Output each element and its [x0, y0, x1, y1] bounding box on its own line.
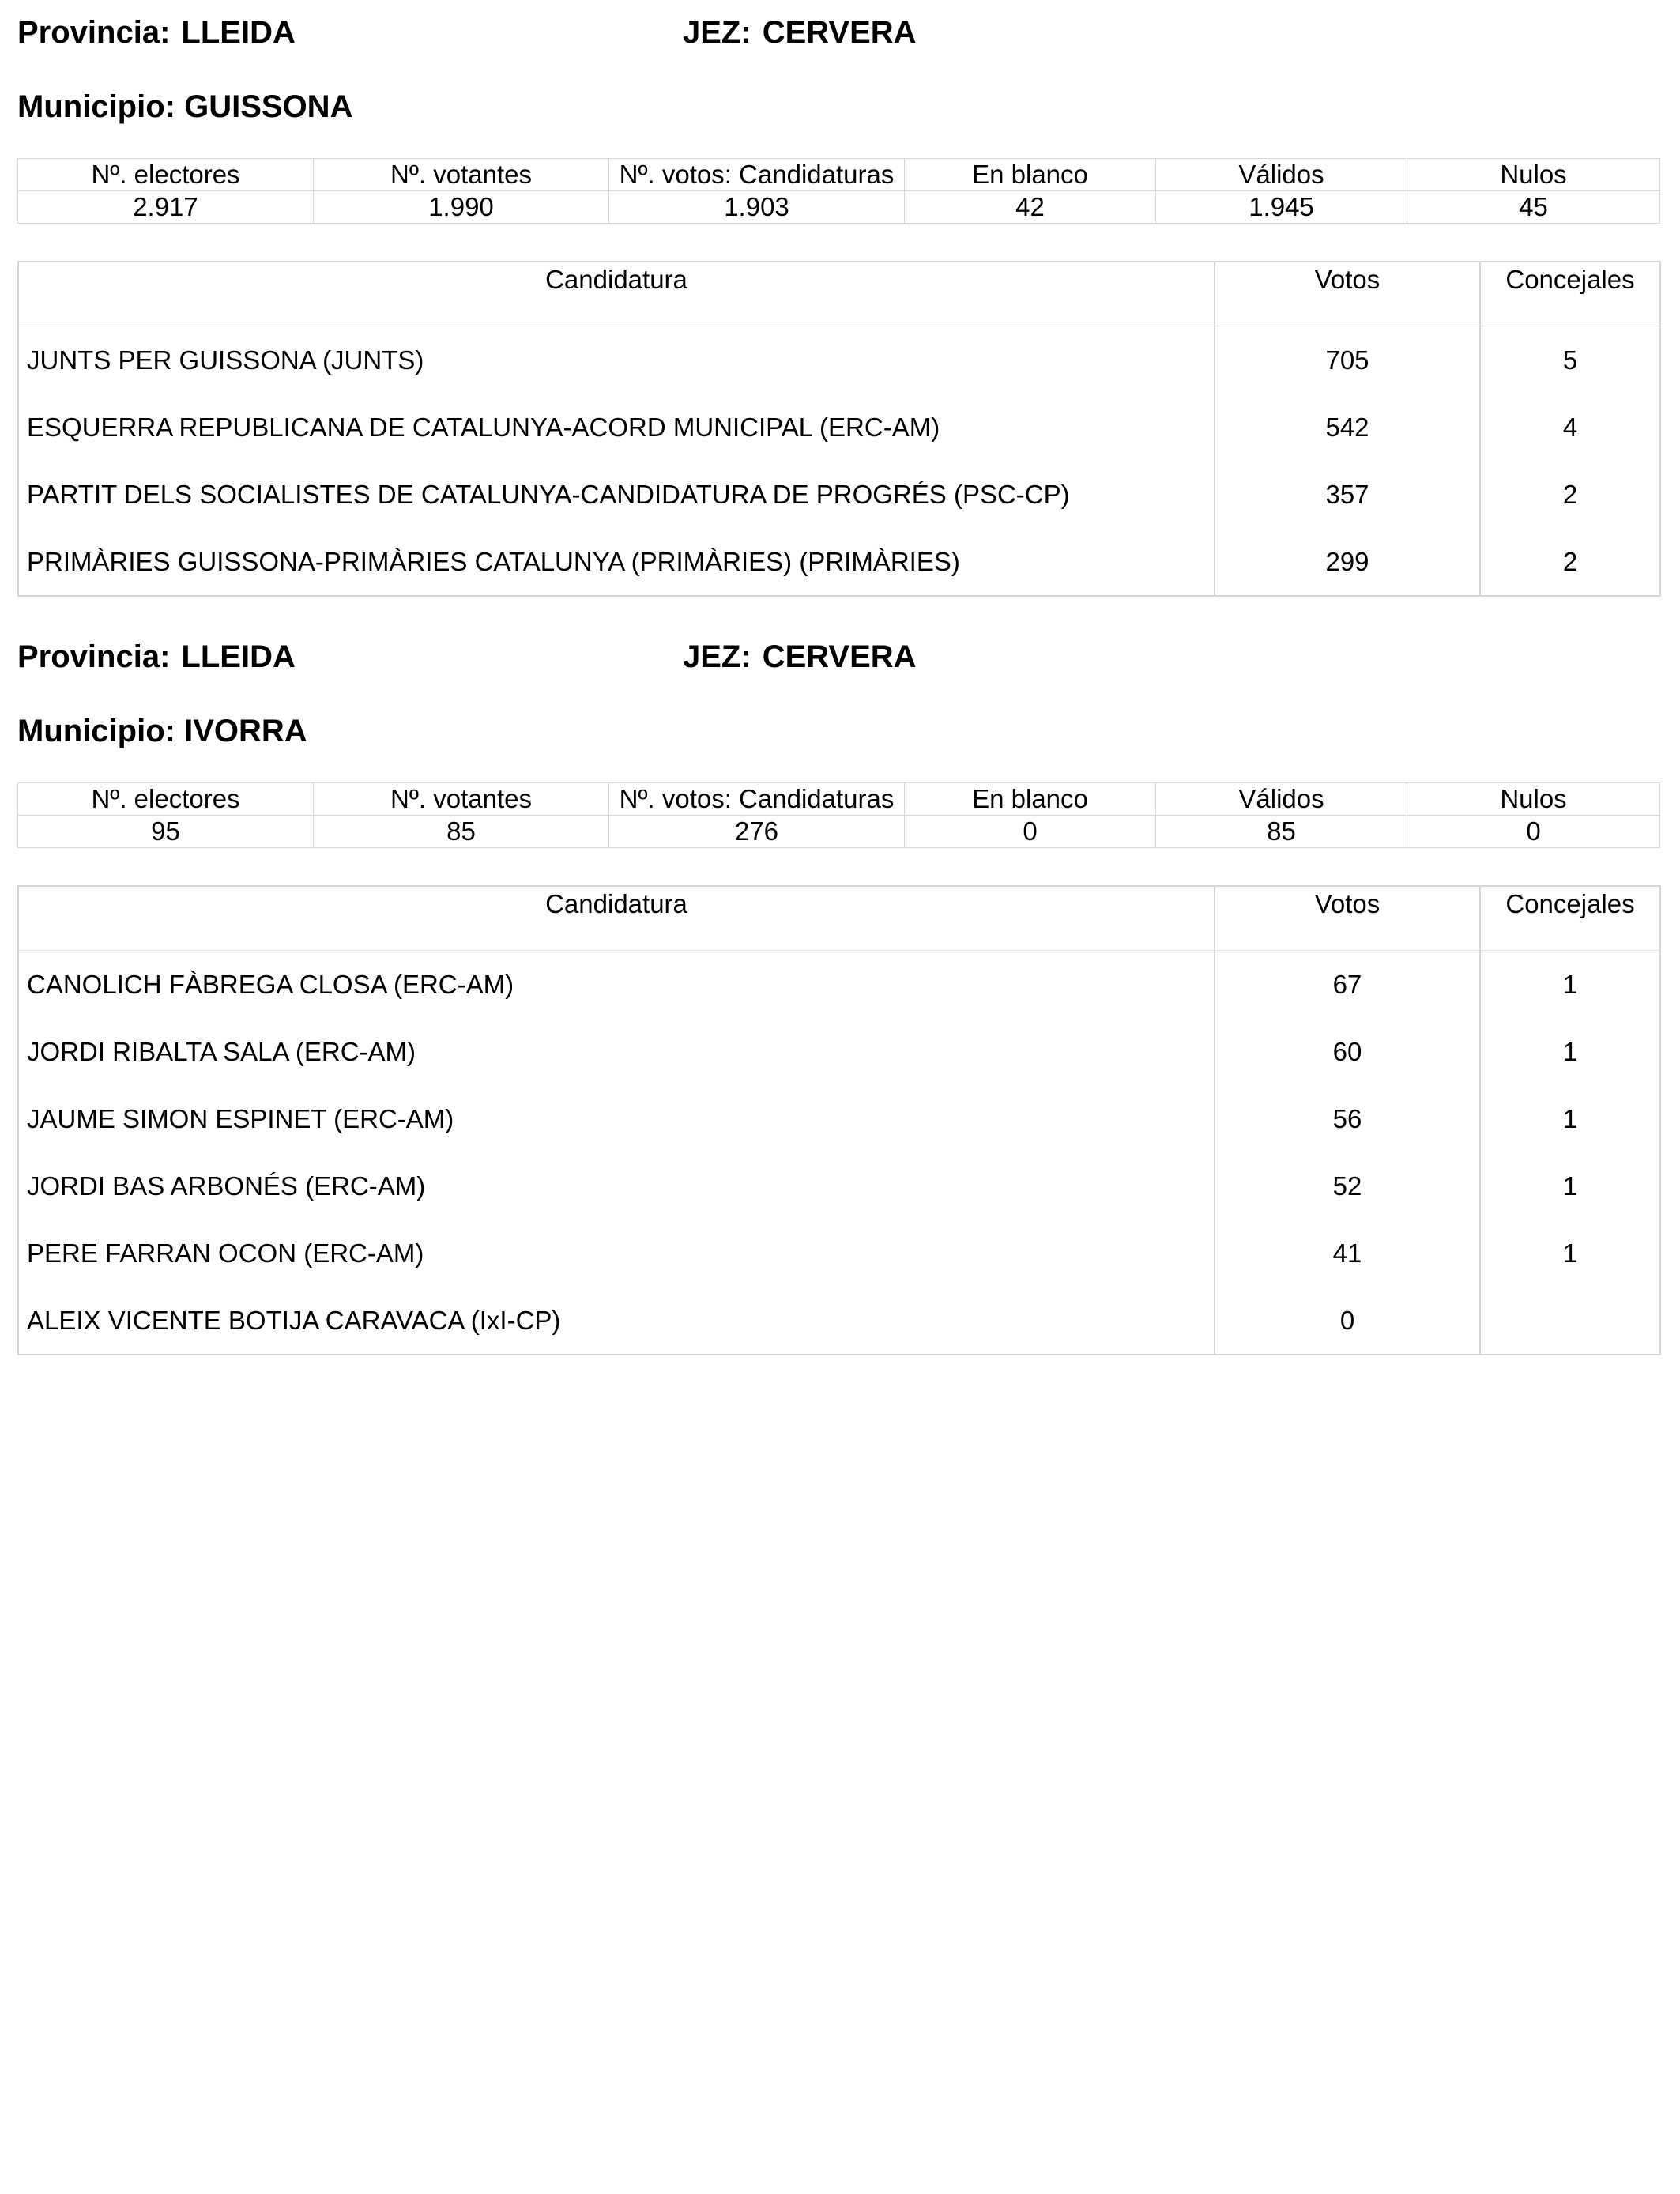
stats-table [17, 158, 1660, 224]
provincia-label: Provincia: [17, 15, 171, 50]
candidatura-votos: 52 [1215, 1152, 1480, 1220]
stats-value-electores: 2.917 [18, 191, 314, 224]
stats-value-votantes: 1.990 [314, 191, 609, 224]
stats-header-nulos: Nulos [1407, 159, 1660, 191]
candidatura-votos: 357 [1215, 461, 1480, 528]
candidatura-votos: 299 [1215, 528, 1480, 596]
candidatura-votos: 542 [1215, 394, 1480, 461]
jez-header [683, 637, 917, 677]
stats-value-validos: 1.945 [1156, 191, 1407, 224]
table-row [18, 394, 1660, 461]
jez-label: JEZ: [683, 15, 751, 50]
provincia-value: LLEIDA [181, 639, 296, 674]
stats-header-row [18, 159, 1660, 191]
candidatura-votos: 41 [1215, 1220, 1480, 1287]
candidatura-name: JAUME SIMON ESPINET (ERC-AM) [27, 1103, 454, 1133]
jez-value: CERVERA [762, 15, 917, 50]
candidatura-concejales: 2 [1480, 528, 1660, 596]
candidaturas-table [17, 261, 1661, 597]
table-row [18, 1220, 1660, 1287]
jez-value: CERVERA [762, 639, 917, 674]
header-candidatura: Candidatura [18, 262, 1215, 326]
candidatura-name: ALEIX VICENTE BOTIJA CARAVACA (IxI-CP) [27, 1305, 561, 1335]
header-concejales: Concejales [1480, 886, 1660, 951]
stats-table [17, 782, 1660, 848]
municipio-value: GUISSONA [184, 89, 353, 124]
candidatura-concejales: 2 [1480, 461, 1660, 528]
candidatura-votos: 67 [1215, 951, 1480, 1019]
stats-value-nulos: 45 [1407, 191, 1660, 224]
candidaturas-table [17, 885, 1661, 1355]
stats-value-en-blanco: 42 [905, 191, 1156, 224]
municipio-header [17, 711, 307, 751]
candidatura-name: ESQUERRA REPUBLICANA DE CATALUNYA-ACORD MUNICIPAL (ERC-AM) [27, 412, 940, 442]
municipio-label: Municipio: [17, 714, 175, 748]
stats-value-votantes: 85 [314, 816, 609, 848]
candidatura-votos: 60 [1215, 1018, 1480, 1085]
candidaturas-header-row [18, 262, 1660, 326]
candidatura-name: JORDI RIBALTA SALA (ERC-AM) [27, 1036, 416, 1066]
header-concejales: Concejales [1480, 262, 1660, 326]
provincia-value: LLEIDA [181, 15, 296, 50]
candidatura-votos: 705 [1215, 326, 1480, 394]
candidatura-concejales [1480, 1287, 1660, 1355]
jez-header [683, 13, 917, 52]
stats-header-votos-candidaturas: Nº. votos: Candidaturas [609, 159, 905, 191]
provincia-label: Provincia: [17, 639, 171, 674]
jez-label: JEZ: [683, 639, 751, 674]
table-row [18, 1152, 1660, 1220]
stats-value-votos-candidaturas: 276 [609, 816, 905, 848]
candidatura-concejales: 4 [1480, 394, 1660, 461]
header-candidatura: Candidatura [18, 886, 1215, 951]
stats-value-votos-candidaturas: 1.903 [609, 191, 905, 224]
stats-value-en-blanco: 0 [905, 816, 1156, 848]
stats-header-votantes: Nº. votantes [314, 159, 609, 191]
table-row [18, 461, 1660, 528]
stats-header-nulos: Nulos [1407, 783, 1660, 816]
stats-header-row [18, 783, 1660, 816]
provincia-header [17, 13, 296, 52]
table-row [18, 1085, 1660, 1152]
stats-header-electores: Nº. electores [18, 783, 314, 816]
candidatura-name: JUNTS PER GUISSONA (JUNTS) [27, 345, 424, 375]
stats-header-en-blanco: En blanco [905, 159, 1156, 191]
municipio-section-guissona [17, 13, 1659, 598]
stats-value-validos: 85 [1156, 816, 1407, 848]
stats-value-row [18, 191, 1660, 224]
table-row [18, 1287, 1660, 1355]
stats-value-electores: 95 [18, 816, 314, 848]
municipio-label: Municipio: [17, 89, 175, 124]
provincia-header [17, 637, 296, 677]
candidatura-concejales: 1 [1480, 1018, 1660, 1085]
stats-header-validos: Válidos [1156, 783, 1407, 816]
stats-header-votos-candidaturas: Nº. votos: Candidaturas [609, 783, 905, 816]
stats-header-votantes: Nº. votantes [314, 783, 609, 816]
table-row [18, 951, 1660, 1019]
stats-header-validos: Válidos [1156, 159, 1407, 191]
stats-header-en-blanco: En blanco [905, 783, 1156, 816]
stats-header-electores: Nº. electores [18, 159, 314, 191]
candidaturas-header-row [18, 886, 1660, 951]
header-votos: Votos [1215, 262, 1480, 326]
candidatura-name: PRIMÀRIES GUISSONA-PRIMÀRIES CATALUNYA (PRIMÀRIES) (PRIMÀRIES) [27, 546, 960, 576]
candidatura-name: CANOLICH FÀBREGA CLOSA (ERC-AM) [27, 969, 514, 999]
candidatura-name: PERE FARRAN OCON (ERC-AM) [27, 1238, 424, 1268]
candidatura-votos: 0 [1215, 1287, 1480, 1355]
municipio-value: IVORRA [184, 714, 307, 748]
candidatura-concejales: 1 [1480, 1085, 1660, 1152]
table-row [18, 326, 1660, 394]
header-votos: Votos [1215, 886, 1480, 951]
table-row [18, 1018, 1660, 1085]
municipio-section-ivorra [17, 637, 1659, 1380]
candidatura-name: JORDI BAS ARBONÉS (ERC-AM) [27, 1171, 426, 1201]
candidatura-concejales: 1 [1480, 1220, 1660, 1287]
stats-value-row [18, 816, 1660, 848]
candidatura-concejales: 5 [1480, 326, 1660, 394]
stats-value-nulos: 0 [1407, 816, 1660, 848]
candidatura-concejales: 1 [1480, 951, 1660, 1019]
candidatura-name: PARTIT DELS SOCIALISTES DE CATALUNYA-CANDIDATURA DE PROGRÉS (PSC-CP) [27, 479, 1070, 509]
municipio-header [17, 87, 352, 126]
candidatura-votos: 56 [1215, 1085, 1480, 1152]
table-row [18, 528, 1660, 596]
candidatura-concejales: 1 [1480, 1152, 1660, 1220]
